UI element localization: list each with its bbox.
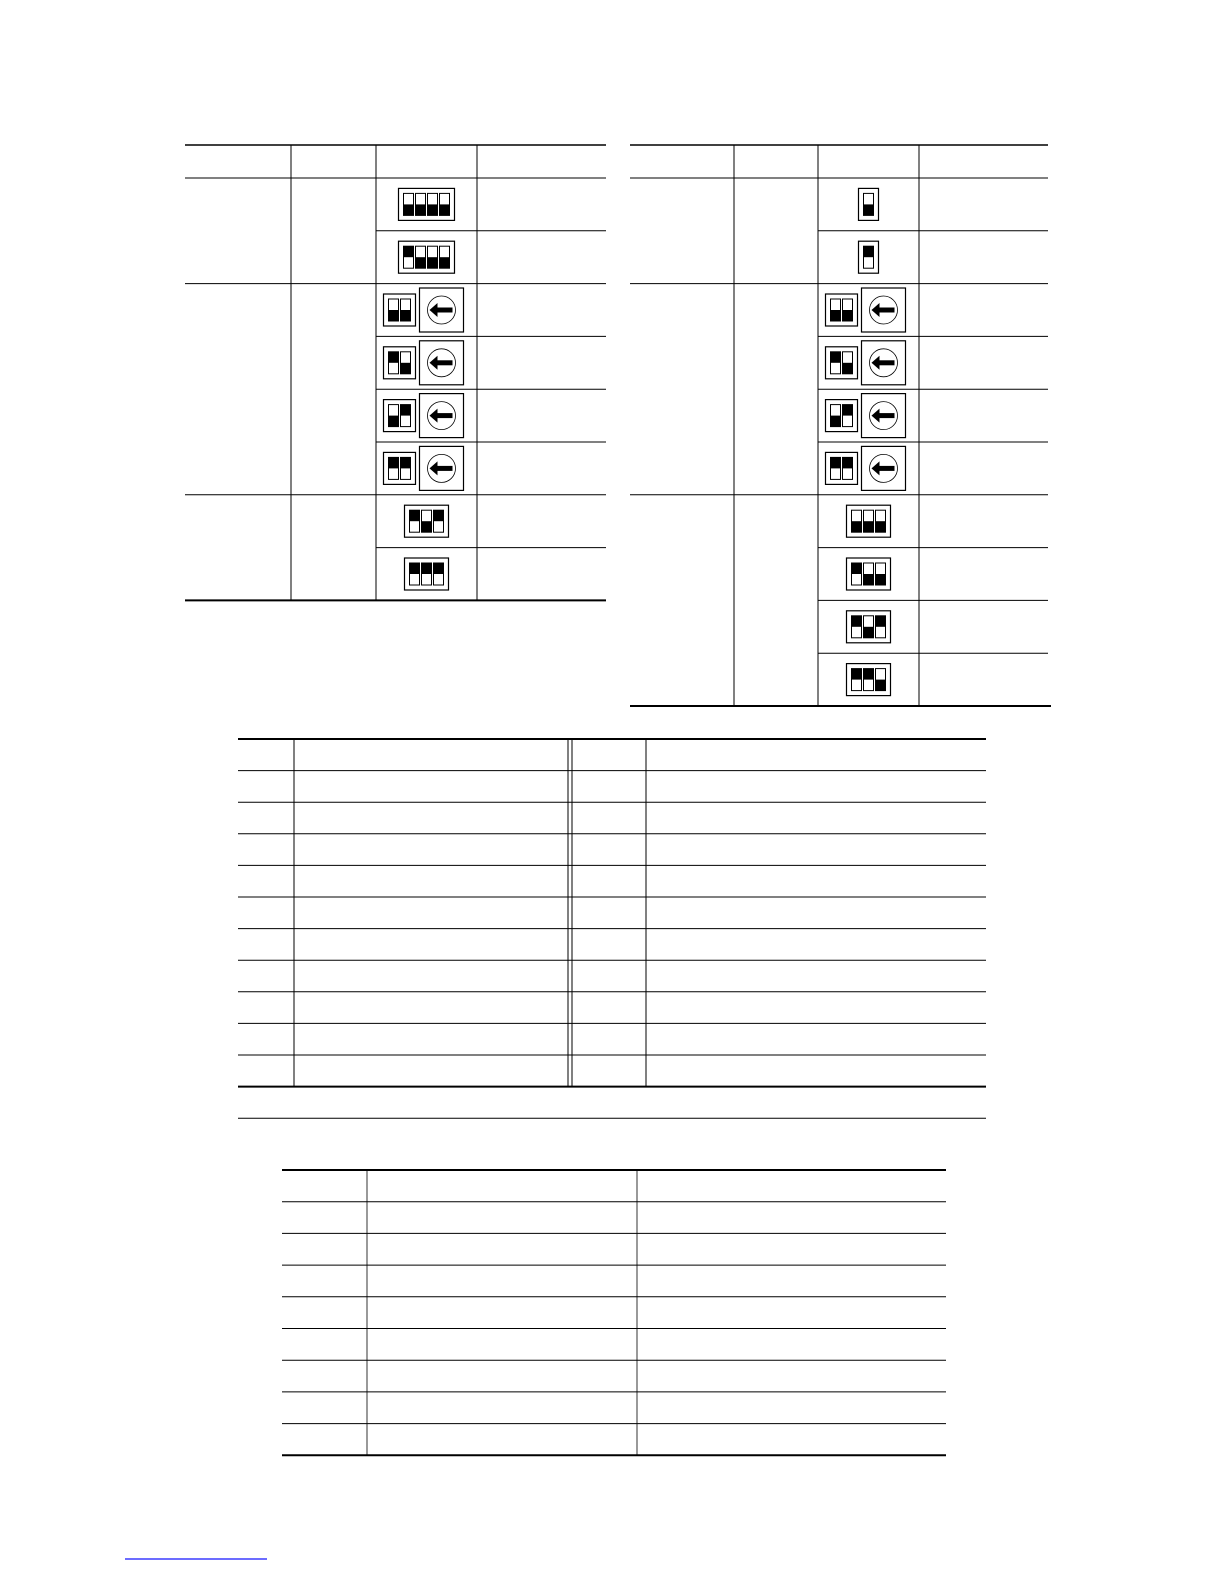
dip-switch-lever bbox=[852, 669, 862, 680]
dip-switch bbox=[859, 188, 879, 220]
dip-switch-lever bbox=[416, 257, 426, 268]
dip-switch-lever bbox=[852, 563, 862, 574]
dip-switch-lever bbox=[434, 510, 444, 521]
dip-switch bbox=[399, 241, 455, 273]
dip-switch-lever bbox=[416, 204, 426, 215]
dip-switch-lever bbox=[876, 574, 886, 585]
rotary-dial-arrow-shaft bbox=[437, 308, 453, 313]
dip-switch bbox=[847, 664, 891, 696]
dip-switch-lever bbox=[831, 457, 841, 468]
dip-switch-lever bbox=[831, 310, 841, 321]
dip-switch-lever bbox=[422, 521, 432, 532]
dip-switch-lever bbox=[389, 352, 399, 363]
dip-switch bbox=[399, 188, 455, 220]
dip-switch-lever bbox=[434, 563, 444, 574]
rotary-dial-arrow-shaft bbox=[437, 413, 453, 418]
dip-switch-lever bbox=[843, 457, 853, 468]
dip-switch-lever bbox=[876, 616, 886, 627]
rotary-dial-icon bbox=[862, 341, 906, 385]
dip-switch bbox=[826, 347, 858, 379]
dip-switch-lever bbox=[831, 352, 841, 363]
dip-switch-lever bbox=[843, 310, 853, 321]
dip-switch-lever bbox=[428, 257, 438, 268]
rotary-dial-arrow-shaft bbox=[879, 413, 895, 418]
dip-switch-lever bbox=[401, 457, 411, 468]
dip-switch bbox=[847, 558, 891, 590]
dip-switch bbox=[826, 400, 858, 432]
dip-switch bbox=[384, 452, 416, 484]
dip-switch-lever bbox=[843, 405, 853, 416]
rotary-dial-arrow-shaft bbox=[879, 360, 895, 365]
dip-switch-lever bbox=[864, 204, 874, 215]
dip-switch-lever bbox=[864, 669, 874, 680]
dip-switch bbox=[826, 452, 858, 484]
rotary-dial-arrow-shaft bbox=[879, 308, 895, 313]
dip-switch-lever bbox=[864, 574, 874, 585]
dip-switch-lever bbox=[389, 457, 399, 468]
dip-switch-lever bbox=[852, 616, 862, 627]
rotary-dial-icon bbox=[862, 446, 906, 490]
rotary-dial-icon bbox=[862, 288, 906, 332]
dip-switch-lever bbox=[440, 204, 450, 215]
dip-switch-lever bbox=[410, 510, 420, 521]
dip-switch bbox=[847, 611, 891, 643]
dip-switch-lever bbox=[440, 257, 450, 268]
dip-switch-lever bbox=[864, 246, 874, 257]
dip-switch bbox=[384, 294, 416, 326]
dip-switch-lever bbox=[404, 246, 414, 257]
dip-switch-lever bbox=[864, 627, 874, 638]
dip-switch-lever bbox=[401, 405, 411, 416]
dip-switch-lever bbox=[843, 363, 853, 374]
dip-switch-lever bbox=[428, 204, 438, 215]
rotary-dial-icon bbox=[420, 288, 464, 332]
dip-switch bbox=[405, 558, 449, 590]
dip-switch-table-left bbox=[185, 145, 606, 600]
rotary-dial-icon bbox=[862, 394, 906, 438]
value-table bbox=[282, 1170, 946, 1455]
dip-switch bbox=[405, 505, 449, 537]
dip-switch-lever bbox=[401, 363, 411, 374]
dip-switch-lever bbox=[422, 563, 432, 574]
dip-switch-lever bbox=[876, 680, 886, 691]
rotary-dial-arrow-shaft bbox=[437, 466, 453, 471]
dip-switch bbox=[859, 241, 879, 273]
dip-switch-lever bbox=[401, 310, 411, 321]
dip-switch-lever bbox=[876, 521, 886, 532]
dip-switch-lever bbox=[404, 204, 414, 215]
dip-switch-lever bbox=[389, 310, 399, 321]
dip-switch bbox=[826, 294, 858, 326]
rotary-dial-icon bbox=[420, 446, 464, 490]
dip-switch-lever bbox=[831, 416, 841, 427]
rotary-dial-icon bbox=[420, 394, 464, 438]
dip-switch bbox=[847, 505, 891, 537]
dip-switch-table-right bbox=[630, 145, 1051, 706]
rotary-dial-arrow-shaft bbox=[879, 466, 895, 471]
rotary-dial-icon bbox=[420, 341, 464, 385]
rotary-dial-arrow-shaft bbox=[437, 360, 453, 365]
dip-switch bbox=[384, 347, 416, 379]
dip-switch bbox=[384, 400, 416, 432]
code-table bbox=[238, 739, 986, 1118]
dip-switch-lever bbox=[864, 521, 874, 532]
dip-switch-lever bbox=[410, 563, 420, 574]
dip-switch-lever bbox=[389, 416, 399, 427]
dip-switch-lever bbox=[852, 521, 862, 532]
